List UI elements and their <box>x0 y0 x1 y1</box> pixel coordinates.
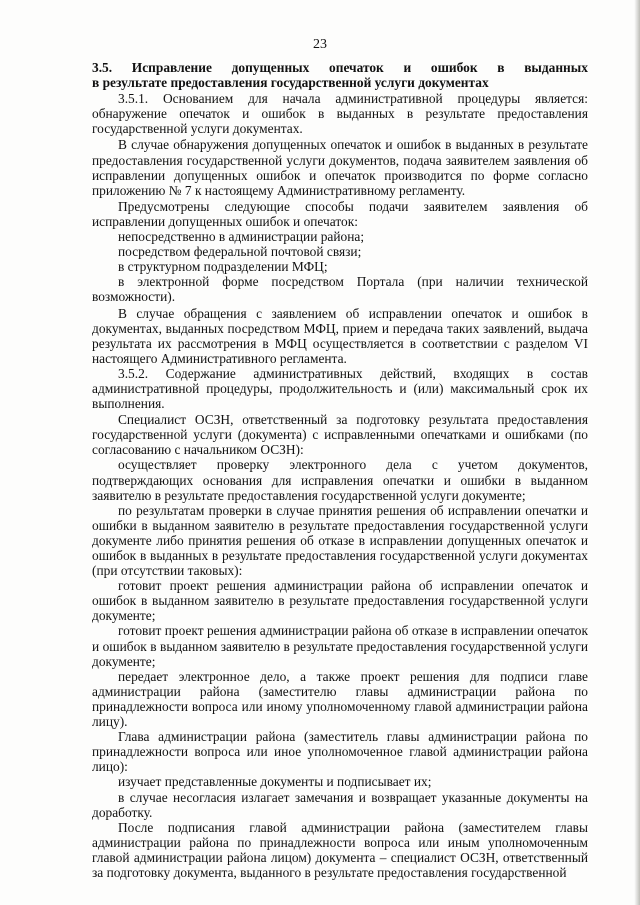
paragraph: В случае обращения с заявлением об исправлении опечаток и ошибок в документах, выданных посредством МФЦ, прием и передача таких заявлений, выдача результата их рассмотрения в МФЦ осуществляется в соответствии с разделом VI настоящего Административного регламента. <box>92 305 588 366</box>
list-item: в случае несогласия излагает замечания и возвращает указанные документы на доработку. <box>92 789 588 820</box>
list-item: осуществляет проверку электронного дела с учетом документов, подтверждающих основания для исправления опечатки и ошибки в выданном заявителю в результате предоставления государственной услуги документе; <box>92 457 588 503</box>
subsection-paragraph: 3.5.2. Содержание административных действий, входящих в состав административной процедуры, продолжительность и (или) максимальный срок их выполнения. <box>92 365 588 412</box>
heading-word: в <box>497 60 505 75</box>
heading-word: выданных <box>524 60 588 75</box>
list-item: в электронной форме посредством Портала (при наличии технической возможности). <box>92 274 588 305</box>
paragraph: В случае обнаружения допущенных опечаток и ошибок в выданных в результате предоставления государственной услуги документов, подача заявителем заявления об исправлении допущенных ошибок и опечаток производится по форме согласно приложению № 7 к настоящему Административному регламенту. <box>92 137 588 198</box>
heading-word: допущенных <box>231 60 310 75</box>
section-number: 3.5. <box>92 60 113 75</box>
paragraph: Глава администрации района (заместитель главы администрации района по принадлежности вопроса или иное уполномоченное главой администрации района лицо): <box>92 729 588 775</box>
list-item: изучает представленные документы и подписывает их; <box>118 774 432 790</box>
list-item: по результатам проверки в случае принятия решения об исправлении опечатки и ошибки в выданном заявителю в результате предоставления государственной услуги документе либо принятия решения об отказе в исправлении допущенных опечаток и ошибок в выданных в результате предоставления государственной услуги документах (при отсутствии таковых): <box>92 502 588 579</box>
heading-word: Исправление <box>131 60 212 75</box>
paragraph: Специалист ОСЗН, ответственный за подготовку результата предоставления государственной услуги (документа) с исправленными опечатками и ошибками (по согласованию с начальником ОСЗН): <box>92 412 588 458</box>
list-item: готовит проект решения администрации района об отказе в исправлении опечаток и ошибок в выданном заявителю в результате предоставления государственной услуги документе; <box>92 623 588 669</box>
page-edge-shadow <box>634 0 640 905</box>
paragraph: Предусмотрены следующие способы подачи заявителем заявления об исправлении допущенных ошибок и опечаток: <box>92 198 588 229</box>
list-item: посредством федеральной почтовой связи; <box>118 244 362 260</box>
paragraph: 3.5.1. Основанием для начала административной процедуры является: обнаружение опечаток и ошибок в выданных в результате предоставления государственной услуги документах. <box>92 91 588 137</box>
list-item: передает электронное дело, а также проект решения для подписи главе администрации района (заместителю главы администрации района по принадлежности вопроса или иному уполномоченному главой администрации района лицу). <box>92 668 588 730</box>
heading-word: опечаток <box>329 60 384 75</box>
list-item: непосредственно в администрации района; <box>118 229 365 245</box>
section-heading-line-2: в результате предоставления государственной услуги документах <box>92 75 489 91</box>
paragraph: После подписания главой администрации района (заместителем главы администрации района по принадлежности вопроса или иным уполномоченным главой администрации района лицом) документа – специалист ОСЗН, ответственный за подготовку документа, выданного в результате предоставления государственной <box>92 819 588 880</box>
document-body <box>92 60 588 880</box>
list-item: готовит проект решения администрации района об исправлении опечаток и ошибок в выданном заявителю в результате предоставления государственной услуги документе; <box>92 578 588 624</box>
page-number: 23 <box>313 37 327 52</box>
section-heading <box>92 60 588 90</box>
section-heading-line-1 <box>92 60 588 75</box>
heading-word: ошибок <box>430 60 478 75</box>
heading-word: и <box>403 60 412 75</box>
list-item: в структурном подразделении МФЦ; <box>118 259 328 275</box>
